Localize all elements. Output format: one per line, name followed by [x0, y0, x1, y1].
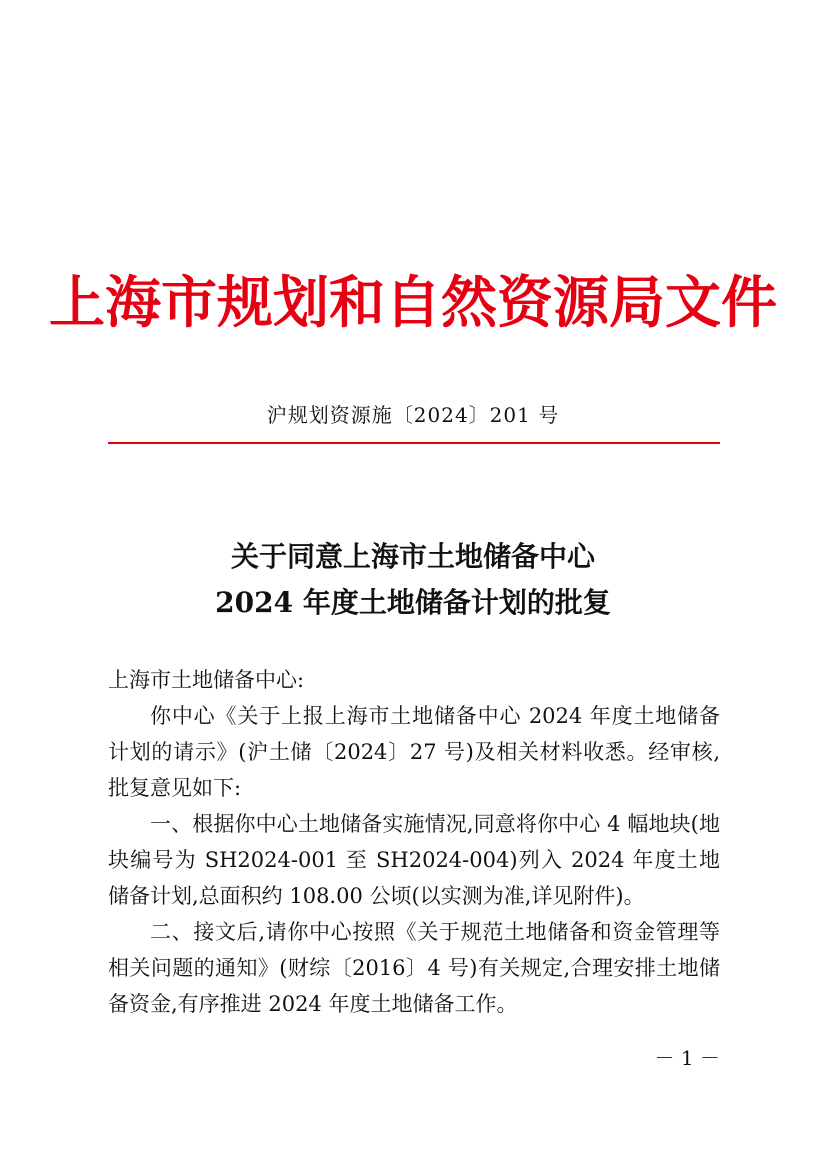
header-divider [108, 442, 720, 444]
salutation: 上海市土地储备中心: [108, 668, 305, 692]
document-number: 沪规划资源施〔2024〕201 号 [266, 403, 560, 427]
page-number: － 1 － [654, 1046, 720, 1070]
paragraph-item-2: 二、接文后,请你中心按照《关于规范土地储备和资金管理等相关问题的通知》(财综〔2016〕4 号)有关规定,合理安排土地储备资金,有序推进 2024 年度土地储备工作。 [108, 920, 720, 1016]
document-body [108, 662, 720, 1022]
document-title-line-2: 2024 年度土地储备计划的批复 [215, 586, 611, 619]
paragraph-intro: 你中心《关于上报上海市土地储备中心 2024 年度土地储备计划的请示》(沪土储〔2024〕27 号)及相关材料收悉。经审核,批复意见如下: [108, 704, 720, 800]
issuing-authority-header: 上海市规划和自然资源局文件 [49, 270, 777, 336]
document-title-line-1: 关于同意上海市土地储备中心 [230, 540, 595, 573]
paragraph-item-1: 一、根据你中心土地储备实施情况,同意将你中心 4 幅地块(地块编号为 SH2024-001 至 SH2024-004)列入 2024 年度土地储备计划,总面积约 108.00 公顷(以实测为准,详见附件)。 [108, 812, 720, 908]
document-title [0, 534, 826, 626]
